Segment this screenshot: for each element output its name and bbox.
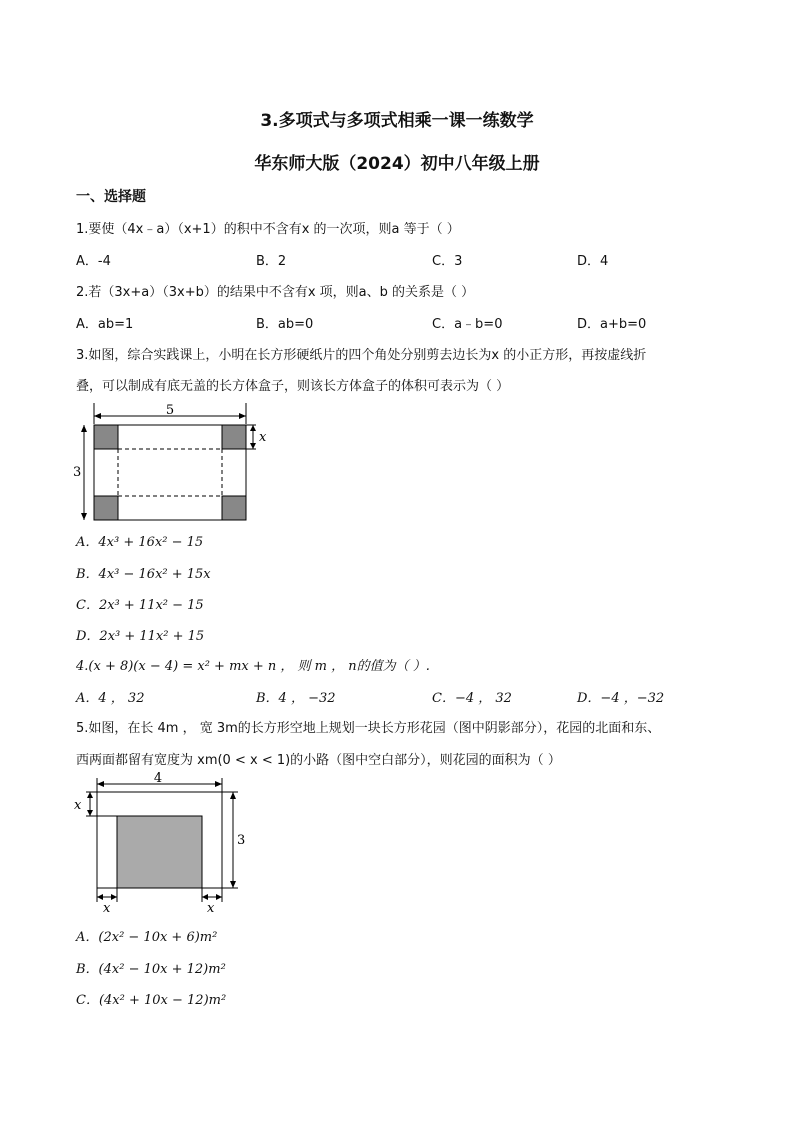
question-5-figure <box>70 770 250 915</box>
question-2-option-c: C．a﹣b=0 <box>432 317 503 332</box>
question-3-stem-line-2: 叠，可以制成有底无盖的长方体盒子，则该长方体盒子的体积可表示为（ ） <box>76 379 510 394</box>
question-2-option-b: B．ab=0 <box>256 317 314 332</box>
figure-5-height-label: 3 <box>237 833 246 848</box>
question-5-stem-line-1: 5.如图，在长 4m ， 宽 3m的长方形空地上规划一块长方形花园（图中阴影部分），花园的北面和东、 <box>76 721 661 736</box>
question-1-option-c: C．3 <box>432 254 463 269</box>
figure-3-width-label: 5 <box>165 403 175 418</box>
question-3-figure <box>70 398 280 526</box>
figure-5-path-label-bottom-left: x <box>103 901 111 915</box>
question-4-option-a: A．4 ， 32 <box>76 691 145 706</box>
question-4-option-b: B．4 ， −32 <box>256 691 336 706</box>
question-3-option-d: D．2x³ + 11x² + 15 <box>76 629 205 644</box>
question-3-option-c: C．2x³ + 11x² − 15 <box>76 598 204 613</box>
section-heading: 一、选择题 <box>76 189 146 205</box>
question-5-option-c: C．(4x² + 10x − 12)m² <box>76 993 227 1008</box>
question-3-option-a: A．4x³ + 16x² − 15 <box>76 535 204 550</box>
question-5-option-b: B．(4x² − 10x + 12)m² <box>76 962 226 977</box>
figure-3-height-label: 3 <box>73 465 82 480</box>
question-1-option-d: D．4 <box>577 254 609 269</box>
question-2-stem: 2.若（3x+a）（3x+b）的结果中不含有x 项，则a、b 的关系是（ ） <box>76 285 475 300</box>
question-4-option-d: D．−4 ，−32 <box>577 691 665 706</box>
figure-3-corner-label: x <box>259 430 267 445</box>
question-4-option-c: C．−4 ， 32 <box>432 691 512 706</box>
figure-5-width-label: 4 <box>153 771 163 786</box>
document-title: 3.多项式与多项式相乘一课一练数学 <box>260 111 534 131</box>
question-1-option-b: B．2 <box>256 254 287 269</box>
question-5-option-a: A．(2x² − 10x + 6)m² <box>76 930 218 945</box>
document-subtitle: 华东师大版（2024）初中八年级上册 <box>254 154 540 174</box>
question-1-stem: 1.要使（4x﹣a）（x+1）的积中不含有x 的一次项，则a 等于（ ） <box>76 222 460 237</box>
question-1-option-a: A．-4 <box>76 254 111 269</box>
figure-5-path-label-bottom-right: x <box>207 901 215 915</box>
question-2-option-d: D．a+b=0 <box>577 317 647 332</box>
question-5-stem-line-2: 西两面都留有宽度为 xm(0 < x < 1)的小路（图中空白部分），则花园的面积为（ ） <box>76 753 561 768</box>
question-3-option-b: B．4x³ − 16x² + 15x <box>76 567 211 582</box>
question-2-option-a: A．ab=1 <box>76 317 134 332</box>
figure-5-path-label-left: x <box>74 798 82 813</box>
question-4-stem: 4.(x + 8)(x − 4) = x² + mx + n ， 则 m ， n的值为（ ）. <box>76 659 430 674</box>
question-3-stem-line-1: 3.如图，综合实践课上，小明在长方形硬纸片的四个角处分别剪去边长为x 的小正方形，再按虚线折 <box>76 348 647 363</box>
